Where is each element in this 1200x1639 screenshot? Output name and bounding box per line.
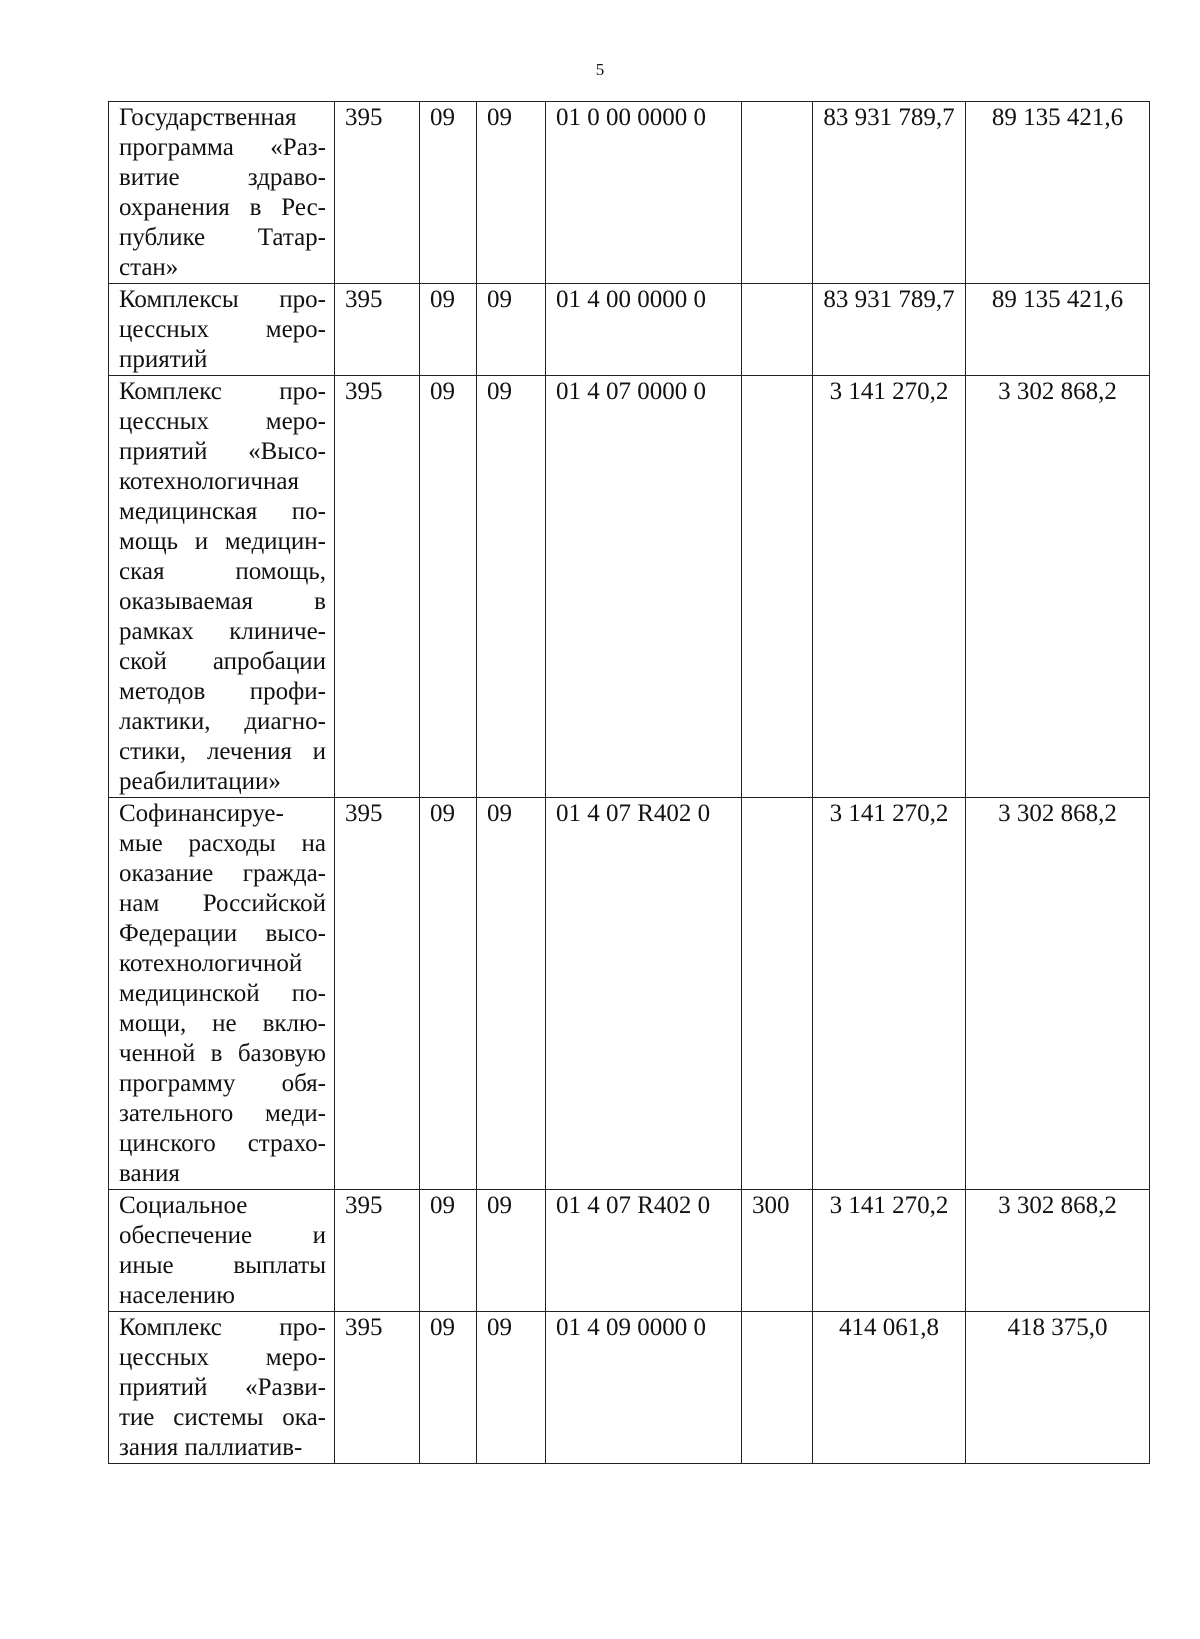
row-name-line: приятий «Высо- (119, 438, 326, 465)
target-article-cell: 01 4 00 0000 0 (546, 284, 742, 376)
amount-year-1-cell: 414 061,8 (813, 1312, 966, 1464)
row-name-line: мые расходы на (119, 830, 326, 857)
expense-type-cell: 300 (742, 1190, 813, 1312)
row-name-line: иные выплаты (119, 1252, 326, 1279)
row-name-line: Социальное (119, 1192, 248, 1219)
row-name-line: обеспечение и (119, 1222, 326, 1249)
section-code-cell: 09 (420, 1312, 477, 1464)
row-name-line: методов профи- (119, 678, 326, 705)
row-name-cell (109, 376, 335, 798)
row-name-cell (109, 1190, 335, 1312)
target-article-cell: 01 4 07 R402 0 (546, 1190, 742, 1312)
row-name-line: цессных меро- (119, 1344, 326, 1371)
row-name-line: медицинская по- (119, 498, 326, 525)
row-name-line: котехнологичная (119, 468, 299, 495)
row-name-line: Комплекс про- (119, 378, 326, 405)
target-article-cell: 01 4 07 0000 0 (546, 376, 742, 798)
target-article-cell: 01 0 00 0000 0 (546, 102, 742, 284)
table-row (109, 1190, 1150, 1312)
row-name-line: стики, лечения и (119, 738, 326, 765)
table-row (109, 1312, 1150, 1464)
row-name-line: Государственная (119, 104, 297, 131)
row-name-line: Софинансируе- (119, 800, 284, 827)
subsection-code-cell: 09 (477, 1190, 546, 1312)
row-name-line: стан» (119, 254, 179, 281)
row-name-line: оказываемая в (119, 588, 326, 615)
amount-year-1-cell: 83 931 789,7 (813, 102, 966, 284)
subsection-code-cell: 09 (477, 1312, 546, 1464)
row-name-line: программа «Раз- (119, 134, 326, 161)
section-code-cell: 09 (420, 284, 477, 376)
row-name-line: публике Татар- (119, 224, 326, 251)
row-name-line: приятий (119, 346, 208, 373)
expense-type-cell (742, 284, 813, 376)
row-name-line: ской апробации (119, 648, 326, 675)
section-code-cell: 09 (420, 102, 477, 284)
amount-year-1-cell: 83 931 789,7 (813, 284, 966, 376)
amount-year-1-cell: 3 141 270,2 (813, 798, 966, 1190)
section-code-cell: 09 (420, 798, 477, 1190)
row-name-line: зания паллиатив- (119, 1434, 303, 1461)
section-code-cell: 09 (420, 376, 477, 798)
table-row (109, 102, 1150, 284)
expense-type-cell (742, 798, 813, 1190)
row-name-line: витие здраво- (119, 164, 326, 191)
row-name-line: приятий «Разви- (119, 1374, 326, 1401)
subsection-code-cell: 09 (477, 798, 546, 1190)
row-name-cell (109, 284, 335, 376)
target-article-cell: 01 4 09 0000 0 (546, 1312, 742, 1464)
table-row (109, 798, 1150, 1190)
row-name-cell (109, 102, 335, 284)
table-row (109, 376, 1150, 798)
row-name-line: лактики, диагно- (119, 708, 326, 735)
subsection-code-cell: 09 (477, 376, 546, 798)
row-name-line: котехнологичной (119, 950, 303, 977)
ministry-code-cell: 395 (335, 102, 420, 284)
ministry-code-cell: 395 (335, 284, 420, 376)
ministry-code-cell: 395 (335, 1190, 420, 1312)
row-name-line: программу обя- (119, 1070, 326, 1097)
row-name-line: Комплексы про- (119, 286, 326, 313)
amount-year-2-cell: 89 135 421,6 (966, 284, 1150, 376)
expense-type-cell (742, 102, 813, 284)
row-name-line: ская помощь, (119, 558, 326, 585)
amount-year-2-cell: 3 302 868,2 (966, 798, 1150, 1190)
section-code-cell: 09 (420, 1190, 477, 1312)
row-name-line: зательного меди- (119, 1100, 326, 1127)
row-name-cell (109, 798, 335, 1190)
row-name-line: охранения в Рес- (119, 194, 326, 221)
row-name-line: рамках клиниче- (119, 618, 326, 645)
row-name-line: мощь и медицин- (119, 528, 326, 555)
target-article-cell: 01 4 07 R402 0 (546, 798, 742, 1190)
row-name-line: цессных меро- (119, 408, 326, 435)
row-name-line: оказание гражда- (119, 860, 326, 887)
amount-year-2-cell: 418 375,0 (966, 1312, 1150, 1464)
amount-year-1-cell: 3 141 270,2 (813, 376, 966, 798)
amount-year-2-cell: 3 302 868,2 (966, 1190, 1150, 1312)
row-name-line: Федерации высо- (119, 920, 326, 947)
row-name-line: населению (119, 1282, 235, 1309)
subsection-code-cell: 09 (477, 284, 546, 376)
subsection-code-cell: 09 (477, 102, 546, 284)
row-name-line: мощи, не вклю- (119, 1010, 326, 1037)
table-row (109, 284, 1150, 376)
amount-year-2-cell: 3 302 868,2 (966, 376, 1150, 798)
page-number: 5 (595, 60, 605, 79)
row-name-line: тие системы ока- (119, 1404, 326, 1431)
row-name-cell (109, 1312, 335, 1464)
ministry-code-cell: 395 (335, 376, 420, 798)
ministry-code-cell: 395 (335, 798, 420, 1190)
amount-year-2-cell: 89 135 421,6 (966, 102, 1150, 284)
row-name-line: нам Российской (119, 890, 326, 917)
row-name-line: вания (119, 1160, 180, 1187)
row-name-line: реабилитации» (119, 768, 281, 795)
row-name-line: цинского страхо- (119, 1130, 326, 1157)
expense-type-cell (742, 376, 813, 798)
row-name-line: медицинской по- (119, 980, 326, 1007)
expense-type-cell (742, 1312, 813, 1464)
row-name-line: ченной в базовую (119, 1040, 326, 1067)
row-name-line: цессных меро- (119, 316, 326, 343)
ministry-code-cell: 395 (335, 1312, 420, 1464)
row-name-line: Комплекс про- (119, 1314, 326, 1341)
amount-year-1-cell: 3 141 270,2 (813, 1190, 966, 1312)
budget-table (108, 101, 1150, 1464)
